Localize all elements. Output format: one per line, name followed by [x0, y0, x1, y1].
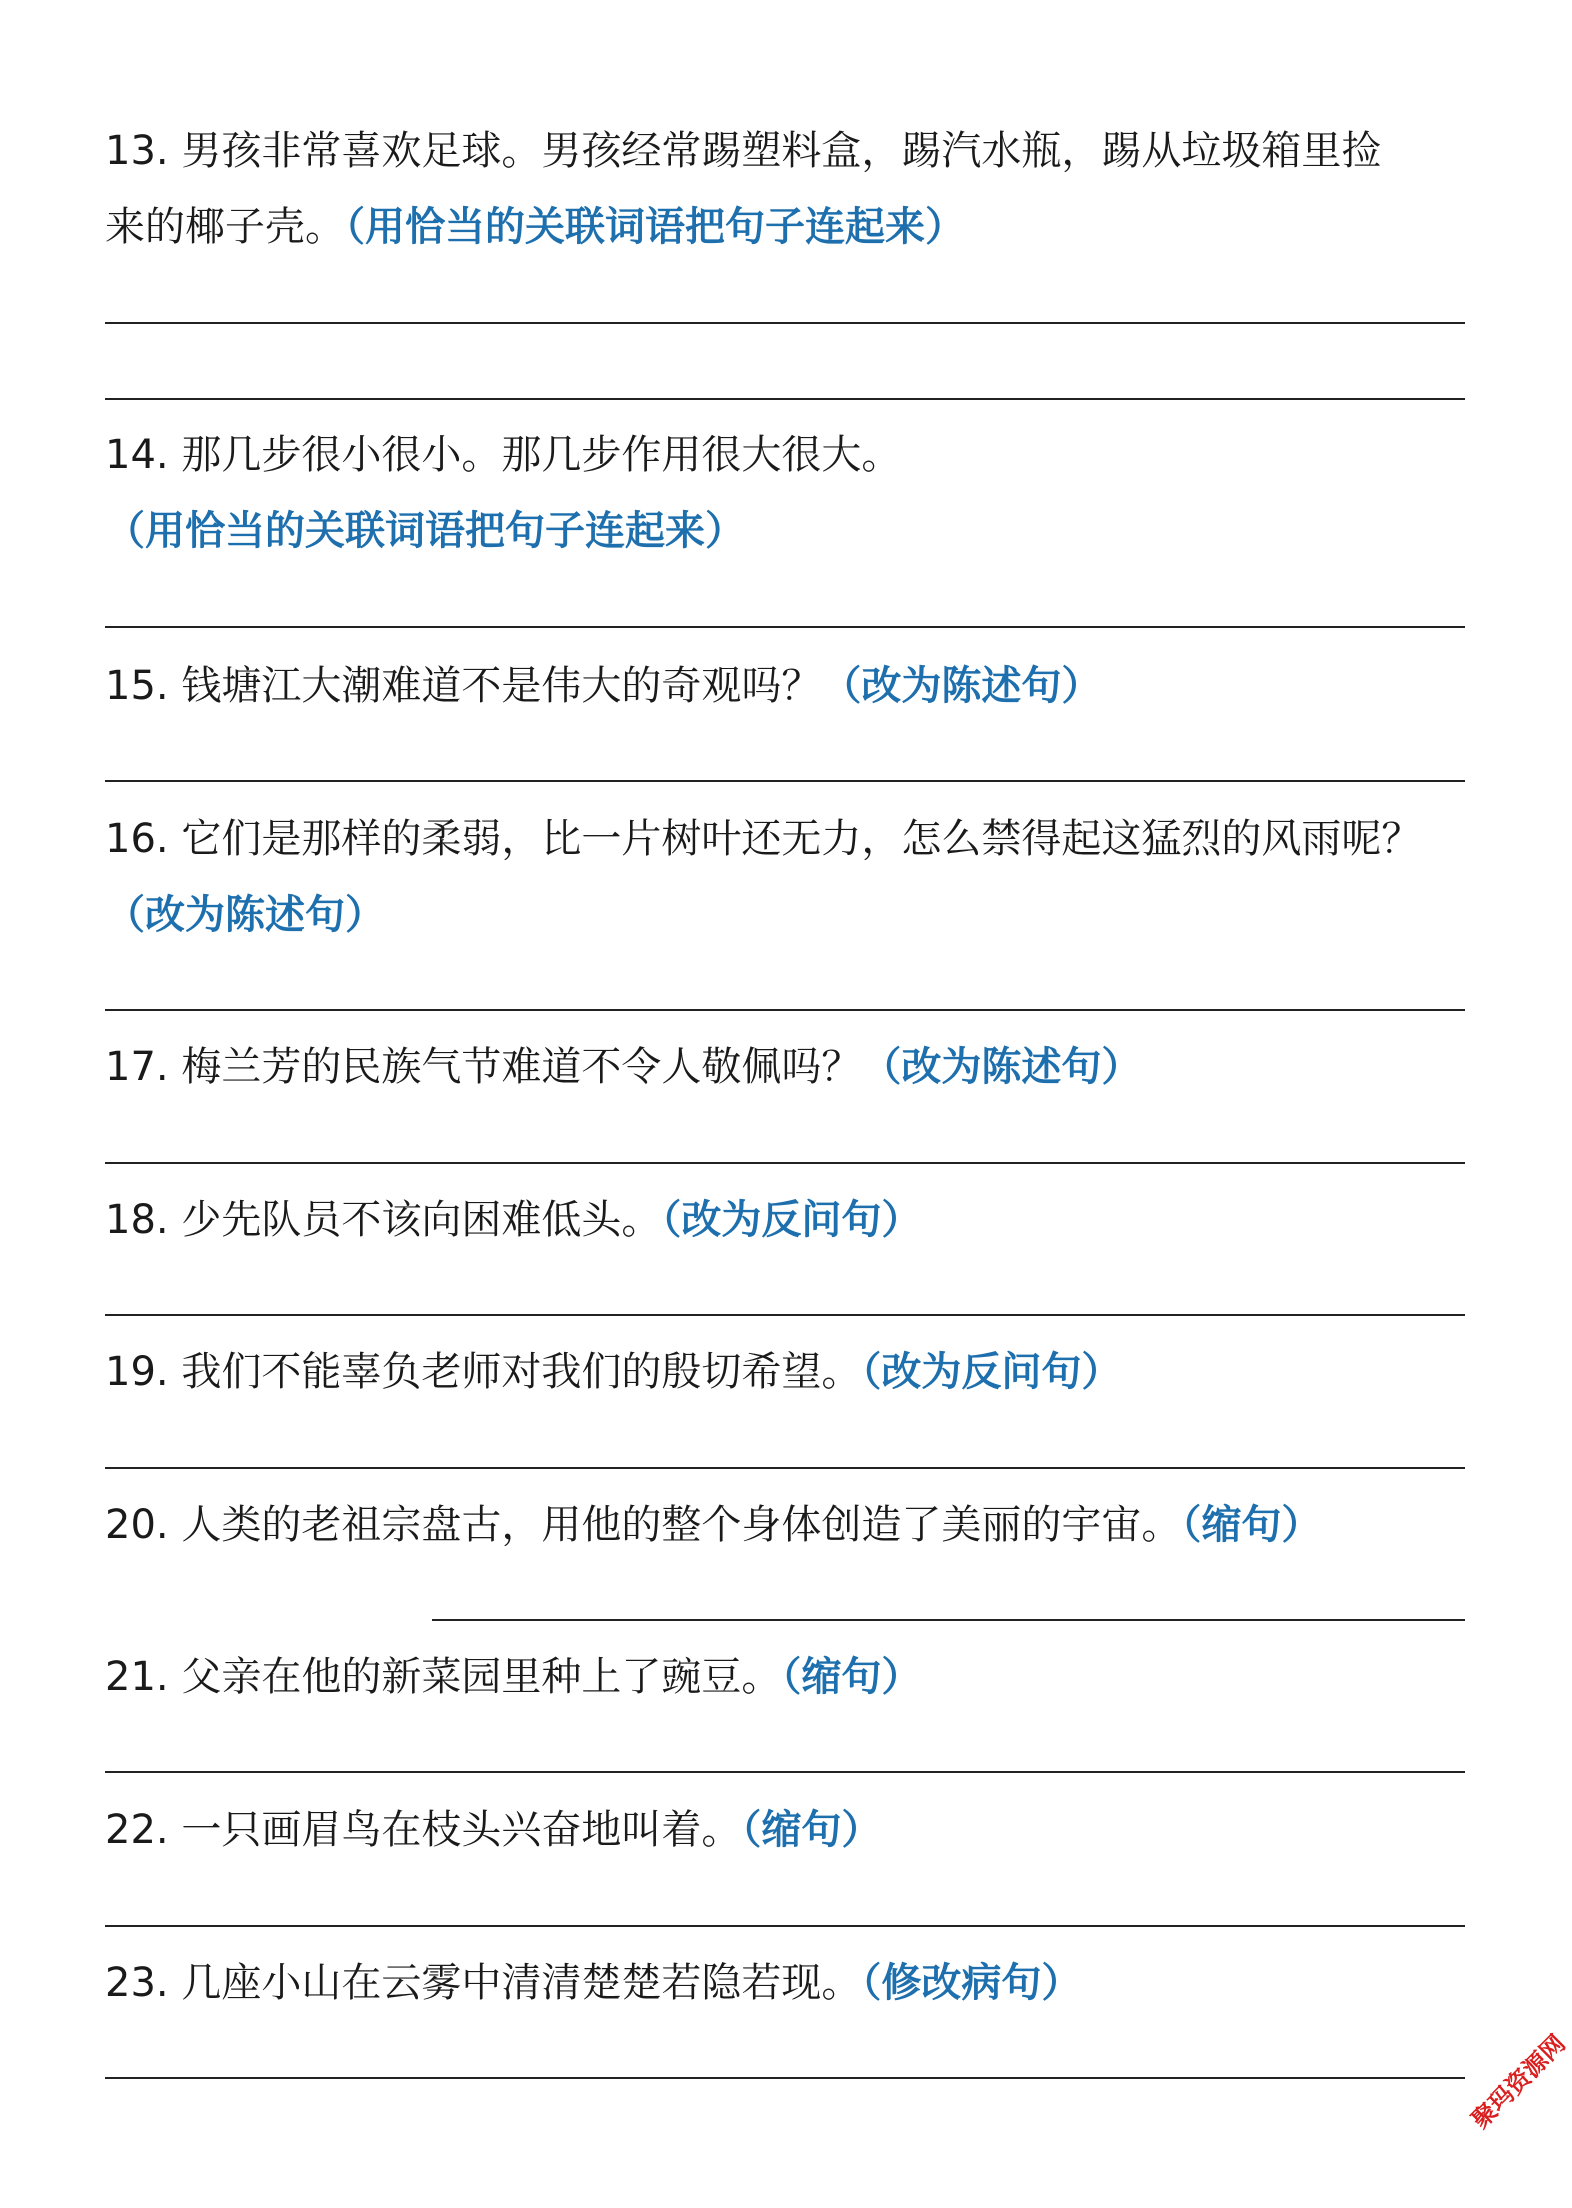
question-14-line-1 [105, 428, 1465, 482]
answer-line[interactable] [105, 322, 1465, 324]
question-text: 21. 父亲在他的新菜园里种上了豌豆。 [105, 1654, 782, 1700]
question-text: 22. 一只画眉鸟在枝头兴奋地叫着。 [105, 1807, 742, 1853]
answer-line[interactable] [105, 1009, 1465, 1011]
question-15-line-1 [105, 659, 1465, 713]
question-hint: （改为反问句） [661, 1197, 922, 1243]
question-hint: （修改病句） [861, 1960, 1082, 2006]
question-hint: （缩句） [741, 1807, 882, 1853]
question-hint: （缩句） [781, 1654, 922, 1700]
answer-line[interactable] [105, 2077, 1465, 2079]
question-19-line-1 [105, 1345, 1465, 1399]
answer-line[interactable] [105, 1162, 1465, 1164]
answer-line[interactable] [432, 1619, 1465, 1621]
question-14-line-2 [105, 504, 1465, 558]
question-text: 19. 我们不能辜负老师对我们的殷切希望。 [105, 1349, 862, 1395]
answer-line[interactable] [105, 398, 1465, 400]
question-text: 18. 少先队员不该向困难低头。 [105, 1197, 662, 1243]
question-text: 来的椰子壳。 [105, 204, 345, 250]
question-text: 14. 那几步很小很小。那几步作用很大很大。 [105, 432, 902, 478]
answer-line[interactable] [105, 1771, 1465, 1773]
question-hint: （用恰当的关联词语把句子连起来） [105, 508, 745, 554]
answer-line[interactable] [105, 1314, 1465, 1316]
question-16-line-2 [105, 888, 1465, 942]
question-hint: （改为陈述句） [861, 1044, 1142, 1090]
answer-line[interactable] [105, 626, 1465, 628]
question-16-line-1 [105, 812, 1465, 866]
question-13-line-2 [105, 200, 1465, 254]
answer-line[interactable] [105, 1467, 1465, 1469]
question-hint: （改为陈述句） [821, 663, 1102, 709]
watermark-stamp: 聚玛资源网 [1466, 2029, 1571, 2135]
question-text: 15. 钱塘江大潮难道不是伟大的奇观吗？ [105, 663, 822, 709]
question-text: 20. 人类的老祖宗盘古，用他的整个身体创造了美丽的宇宙。 [105, 1502, 1182, 1548]
question-hint: （改为反问句） [861, 1349, 1122, 1395]
question-20-line-1 [105, 1498, 1465, 1552]
question-22-line-1 [105, 1803, 1465, 1857]
question-21-line-1 [105, 1650, 1465, 1704]
question-text: 16. 它们是那样的柔弱，比一片树叶还无力，怎么禁得起这猛烈的风雨呢？ [105, 816, 1422, 862]
question-text: 17. 梅兰芳的民族气节难道不令人敬佩吗？ [105, 1044, 862, 1090]
question-17-line-1 [105, 1040, 1465, 1094]
answer-line[interactable] [105, 1925, 1465, 1927]
question-hint: （缩句） [1181, 1502, 1322, 1548]
question-18-line-1 [105, 1193, 1465, 1247]
answer-line[interactable] [105, 780, 1465, 782]
question-13-line-1 [105, 124, 1465, 178]
question-hint: （用恰当的关联词语把句子连起来） [345, 204, 965, 250]
question-text: 13. 男孩非常喜欢足球。男孩经常踢塑料盒，踢汽水瓶，踢从垃圾箱里捡 [105, 128, 1382, 174]
question-23-line-1 [105, 1956, 1465, 2010]
question-hint: （改为陈述句） [105, 892, 385, 938]
question-text: 23. 几座小山在云雾中清清楚楚若隐若现。 [105, 1960, 862, 2006]
